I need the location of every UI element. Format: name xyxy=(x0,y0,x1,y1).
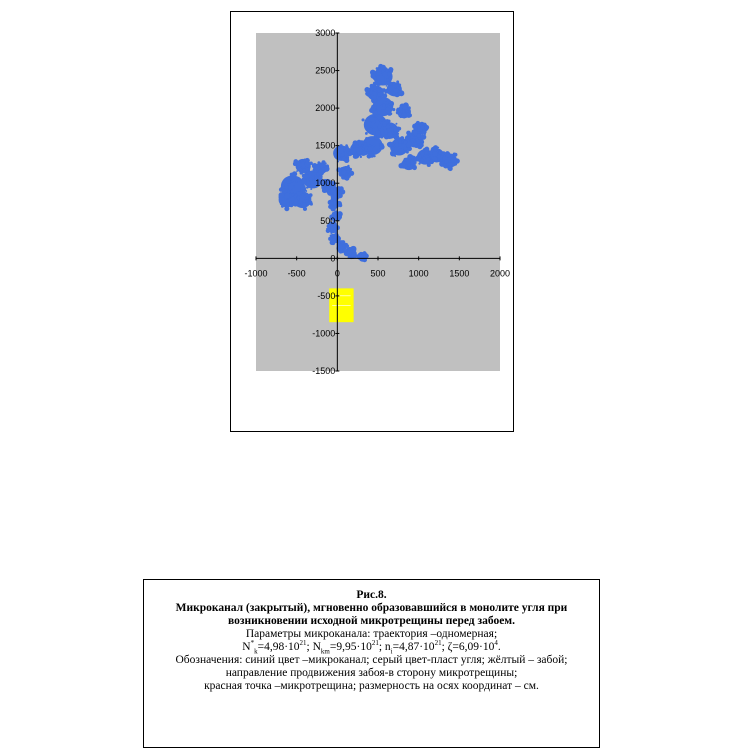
trajectory-point xyxy=(310,183,314,187)
trajectory-point xyxy=(395,143,399,147)
trajectory-point xyxy=(340,144,343,147)
trajectory-point xyxy=(389,104,391,106)
trajectory-point xyxy=(432,151,438,157)
nkm-value: =9,95·10 xyxy=(329,641,372,653)
trajectory-point xyxy=(318,170,324,176)
trajectory-point xyxy=(386,85,388,87)
trajectory-point xyxy=(400,111,402,113)
trajectory-point xyxy=(351,253,357,259)
x-tick-label: 0 xyxy=(334,268,340,279)
trajectory-point xyxy=(359,144,362,147)
trajectory-point xyxy=(322,190,325,193)
trajectory-point xyxy=(423,157,426,160)
trajectory-point xyxy=(319,164,324,169)
trajectory-point xyxy=(387,142,393,148)
trajectory-point xyxy=(424,148,426,150)
trajectory-point xyxy=(402,105,407,110)
trajectory-point xyxy=(398,84,401,87)
trajectory-point xyxy=(415,162,417,164)
legend-line-1: Обозначения: синий цвет –микроканал; серый цвет-пласт угля; жёлтый – забой; xyxy=(175,654,568,666)
ni-exp: 21 xyxy=(434,639,442,648)
trajectory-point xyxy=(360,156,362,158)
ni-sub: i xyxy=(390,647,393,656)
trajectory-point xyxy=(417,140,421,144)
trajectory-point xyxy=(369,91,372,94)
trajectory-point xyxy=(345,244,349,248)
x-tick-label: 1000 xyxy=(408,268,429,279)
trajectory-point xyxy=(305,190,307,192)
trajectory-point xyxy=(295,181,297,183)
trajectory-point xyxy=(284,193,290,199)
y-tick-label: 1000 xyxy=(315,178,336,189)
trajectory-point xyxy=(433,146,437,150)
trajectory-point xyxy=(298,165,301,168)
trajectory-point xyxy=(345,172,347,174)
trajectory-point xyxy=(367,117,370,120)
ni-symbol: ; n xyxy=(378,641,391,653)
y-tick-label: -500 xyxy=(317,290,336,301)
trajectory-point xyxy=(310,188,312,190)
trajectory-point xyxy=(353,154,358,159)
nk-sup: * xyxy=(250,639,255,648)
trajectory-point xyxy=(383,72,388,77)
x-tick-label: 500 xyxy=(370,268,386,279)
trajectory-point xyxy=(378,148,381,151)
nk-value: =4,98·10 xyxy=(257,641,300,653)
y-tick-label: 1500 xyxy=(315,140,336,151)
trajectory-point xyxy=(429,150,433,154)
trajectory-point xyxy=(374,105,377,108)
trajectory-point xyxy=(293,185,295,187)
trajectory-point xyxy=(396,80,399,83)
trajectory-point xyxy=(362,118,365,121)
trajectory-point xyxy=(403,159,406,162)
trajectory-point xyxy=(425,154,427,156)
y-tick-label: 2500 xyxy=(315,65,336,76)
trajectory-point xyxy=(306,186,308,188)
parameters-line: Параметры микроканала: траектория –одномерная; xyxy=(245,628,498,640)
trajectory-point xyxy=(438,147,440,149)
trajectory-point xyxy=(300,161,302,163)
trajectory-point xyxy=(405,165,408,168)
trajectory-point xyxy=(279,192,285,198)
y-tick-label: 3000 xyxy=(315,28,336,38)
trajectory-point xyxy=(414,125,416,127)
trajectory-point xyxy=(394,155,396,157)
trajectory-point xyxy=(393,125,395,127)
trajectory-point xyxy=(393,134,396,137)
trajectory-point xyxy=(373,128,375,130)
trajectory-point xyxy=(324,166,330,172)
trajectory-point xyxy=(331,226,334,229)
trajectory-point xyxy=(395,123,397,125)
trajectory-point xyxy=(377,115,382,120)
trajectory-point xyxy=(448,165,452,169)
figure-title-line-1: Микроканал (закрытый), мгновенно образовавшийся в монолите угля при xyxy=(175,602,568,614)
nkm-symbol: ; N xyxy=(306,641,321,653)
trajectory-point xyxy=(378,97,381,100)
ni-value: =4,87·10 xyxy=(392,641,435,653)
trajectory-point xyxy=(300,166,302,168)
trajectory-point xyxy=(370,125,372,127)
trajectory-point xyxy=(381,65,386,70)
trajectory-point xyxy=(364,252,366,254)
zeta-exp: 4 xyxy=(494,639,498,648)
x-tick-label: 2000 xyxy=(489,268,511,279)
trajectory-point xyxy=(302,174,307,179)
trajectory-point xyxy=(341,240,345,244)
nk-sub: k xyxy=(254,647,258,656)
trajectory-point xyxy=(301,185,306,190)
trajectory-point xyxy=(421,125,425,129)
trajectory-point xyxy=(332,231,335,234)
trajectory-point xyxy=(362,147,365,150)
trajectory-point xyxy=(332,190,335,193)
trajectory-point xyxy=(358,253,362,257)
trajectory-point xyxy=(407,154,413,160)
trajectory-point xyxy=(388,67,393,72)
trajectory-point xyxy=(421,134,427,140)
trajectory-point xyxy=(342,170,344,172)
trajectory-point xyxy=(353,141,357,145)
trajectory-point xyxy=(309,193,313,197)
trajectory-point xyxy=(385,104,388,107)
trajectory-point xyxy=(301,179,307,185)
trajectory-point xyxy=(398,90,404,96)
trajectory-point xyxy=(385,69,389,73)
trajectory-point xyxy=(331,234,334,237)
trajectory-point xyxy=(293,202,298,207)
nk-exp: 21 xyxy=(299,639,307,648)
trajectory-point xyxy=(302,193,305,196)
trajectory-point xyxy=(419,122,421,124)
trajectory-point xyxy=(334,152,339,157)
trajectory-point xyxy=(444,159,448,163)
trajectory-point xyxy=(346,251,352,257)
trajectory-point xyxy=(333,239,335,241)
trajectory-point xyxy=(330,200,332,202)
trajectory-point xyxy=(377,88,381,92)
trajectory-point xyxy=(399,115,401,117)
trajectory-point xyxy=(417,131,419,133)
trajectory-point xyxy=(282,204,285,207)
trajectory-point xyxy=(370,117,375,122)
trajectory-point xyxy=(350,148,356,154)
trajectory-point xyxy=(437,150,439,152)
trajectory-point xyxy=(397,127,401,131)
trajectory-point xyxy=(293,162,297,166)
trajectory-point xyxy=(365,132,368,135)
chart-frame xyxy=(230,11,514,432)
trajectory-point xyxy=(371,73,376,78)
trajectory-point xyxy=(389,112,392,115)
trajectory-point xyxy=(407,134,409,136)
trajectory-point xyxy=(451,157,456,162)
trajectory-point xyxy=(412,166,416,170)
trajectory-point xyxy=(317,161,320,164)
trajectory-point xyxy=(441,159,443,161)
trajectory-point xyxy=(303,160,305,162)
x-tick-label: -1000 xyxy=(244,268,268,279)
trajectory-point xyxy=(299,171,303,175)
trajectory-point xyxy=(375,130,380,135)
trajectory-point xyxy=(291,189,293,191)
trajectory-point xyxy=(411,141,414,144)
x-tick-label: 1500 xyxy=(449,268,470,279)
trajectory-point xyxy=(396,92,398,94)
trajectory-point xyxy=(414,139,416,141)
trajectory-point xyxy=(382,93,387,98)
trajectory-point xyxy=(379,92,383,96)
figure-number: Рис.8. xyxy=(356,589,387,601)
trajectory-point xyxy=(413,130,418,135)
trajectory-point xyxy=(344,176,349,181)
trajectory-point xyxy=(380,135,384,139)
trajectory-point xyxy=(373,145,375,147)
y-tick-label: -1500 xyxy=(312,366,336,376)
zeta-end: . xyxy=(497,641,501,653)
legend-line-3: красная точка –микротрещина; размерность на осях координат – см. xyxy=(204,680,539,692)
trajectory-point xyxy=(383,132,385,134)
trajectory-point xyxy=(375,116,377,118)
trajectory-point xyxy=(328,205,332,209)
trajectory-point xyxy=(336,236,340,240)
trajectory-point xyxy=(305,200,308,203)
trajectory-point xyxy=(392,108,395,111)
trajectory-point xyxy=(364,140,367,143)
trajectory-point xyxy=(423,123,426,126)
trajectory-point xyxy=(311,175,313,177)
trajectory-point xyxy=(387,120,390,123)
trajectory-point xyxy=(424,131,427,134)
trajectory-point xyxy=(367,88,370,91)
trajectory-point xyxy=(325,162,327,164)
trajectory-point xyxy=(386,125,390,129)
trajectory-point xyxy=(339,186,344,191)
trajectory-point xyxy=(445,152,451,158)
trajectory-point xyxy=(368,127,373,132)
trajectory-point xyxy=(453,153,456,156)
trajectory-point xyxy=(397,133,399,135)
trajectory-point xyxy=(405,109,407,111)
figure-title-line-2: возникновении исходной микротрещины перед забоем. xyxy=(227,615,516,627)
parameters-values xyxy=(144,641,599,654)
trajectory-point xyxy=(376,72,380,76)
trajectory-point xyxy=(368,147,373,152)
y-tick-label: -1000 xyxy=(312,328,336,339)
nkm-sub: km xyxy=(320,647,330,656)
trajectory-point xyxy=(338,249,343,254)
trajectory-point xyxy=(296,170,298,172)
trajectory-point xyxy=(345,166,350,171)
trajectory-point xyxy=(413,158,417,162)
trajectory-point xyxy=(387,99,389,101)
trajectory-point xyxy=(300,197,304,201)
chart-svg xyxy=(231,12,515,433)
trajectory-point xyxy=(280,203,282,205)
trajectory-point xyxy=(310,203,313,206)
y-tick-label: 0 xyxy=(330,253,336,264)
trajectory-point xyxy=(371,105,374,108)
trajectory-point xyxy=(361,141,365,145)
trajectory-point xyxy=(399,149,405,155)
trajectory-point xyxy=(322,162,324,164)
trajectory-point xyxy=(292,171,297,176)
nkm-exp: 21 xyxy=(371,639,379,648)
trajectory-point xyxy=(345,144,348,147)
trajectory-point xyxy=(389,82,393,86)
trajectory-point xyxy=(309,177,313,181)
trajectory-point xyxy=(343,147,345,149)
trajectory-point xyxy=(372,110,377,115)
trajectory-point xyxy=(286,179,291,184)
trajectory-point xyxy=(389,76,392,79)
trajectory-point xyxy=(305,167,310,172)
trajectory-point xyxy=(398,107,402,111)
figure-caption xyxy=(143,579,600,748)
trajectory-point xyxy=(356,147,358,149)
trajectory-point xyxy=(372,99,375,102)
trajectory-point xyxy=(379,144,384,149)
trajectory-point xyxy=(419,143,424,148)
zeta-value: ; ζ=6,09·10 xyxy=(441,641,495,653)
trajectory-point xyxy=(326,228,328,230)
trajectory-point xyxy=(401,113,406,118)
trajectory-point xyxy=(406,142,412,148)
trajectory-point xyxy=(390,151,392,153)
trajectory-point xyxy=(386,78,389,81)
trajectory-point xyxy=(418,163,420,165)
trajectory-point xyxy=(349,171,354,176)
trajectory-point xyxy=(388,86,394,92)
legend-line-2: направление продвижения забоя-в сторону микротрещины; xyxy=(225,667,518,679)
trajectory-point xyxy=(400,136,404,140)
x-tick-label: -500 xyxy=(287,268,306,279)
y-tick-label: 2000 xyxy=(315,103,336,114)
trajectory-point xyxy=(346,156,349,159)
trajectory-point xyxy=(364,255,367,258)
trajectory-point xyxy=(309,197,311,199)
trajectory-point xyxy=(385,107,391,113)
trajectory-point xyxy=(362,151,367,156)
trajectory-point xyxy=(408,114,412,118)
nk-symbol: N xyxy=(242,641,251,653)
trajectory-point xyxy=(376,80,382,86)
trajectory-point xyxy=(302,203,307,208)
trajectory-point xyxy=(432,157,437,162)
trajectory-point xyxy=(387,132,392,137)
y-tick-label: 500 xyxy=(320,215,336,226)
trajectory-point xyxy=(289,203,293,207)
trajectory-point xyxy=(403,109,405,111)
trajectory-point xyxy=(291,197,295,201)
trajectory-point xyxy=(338,193,343,198)
